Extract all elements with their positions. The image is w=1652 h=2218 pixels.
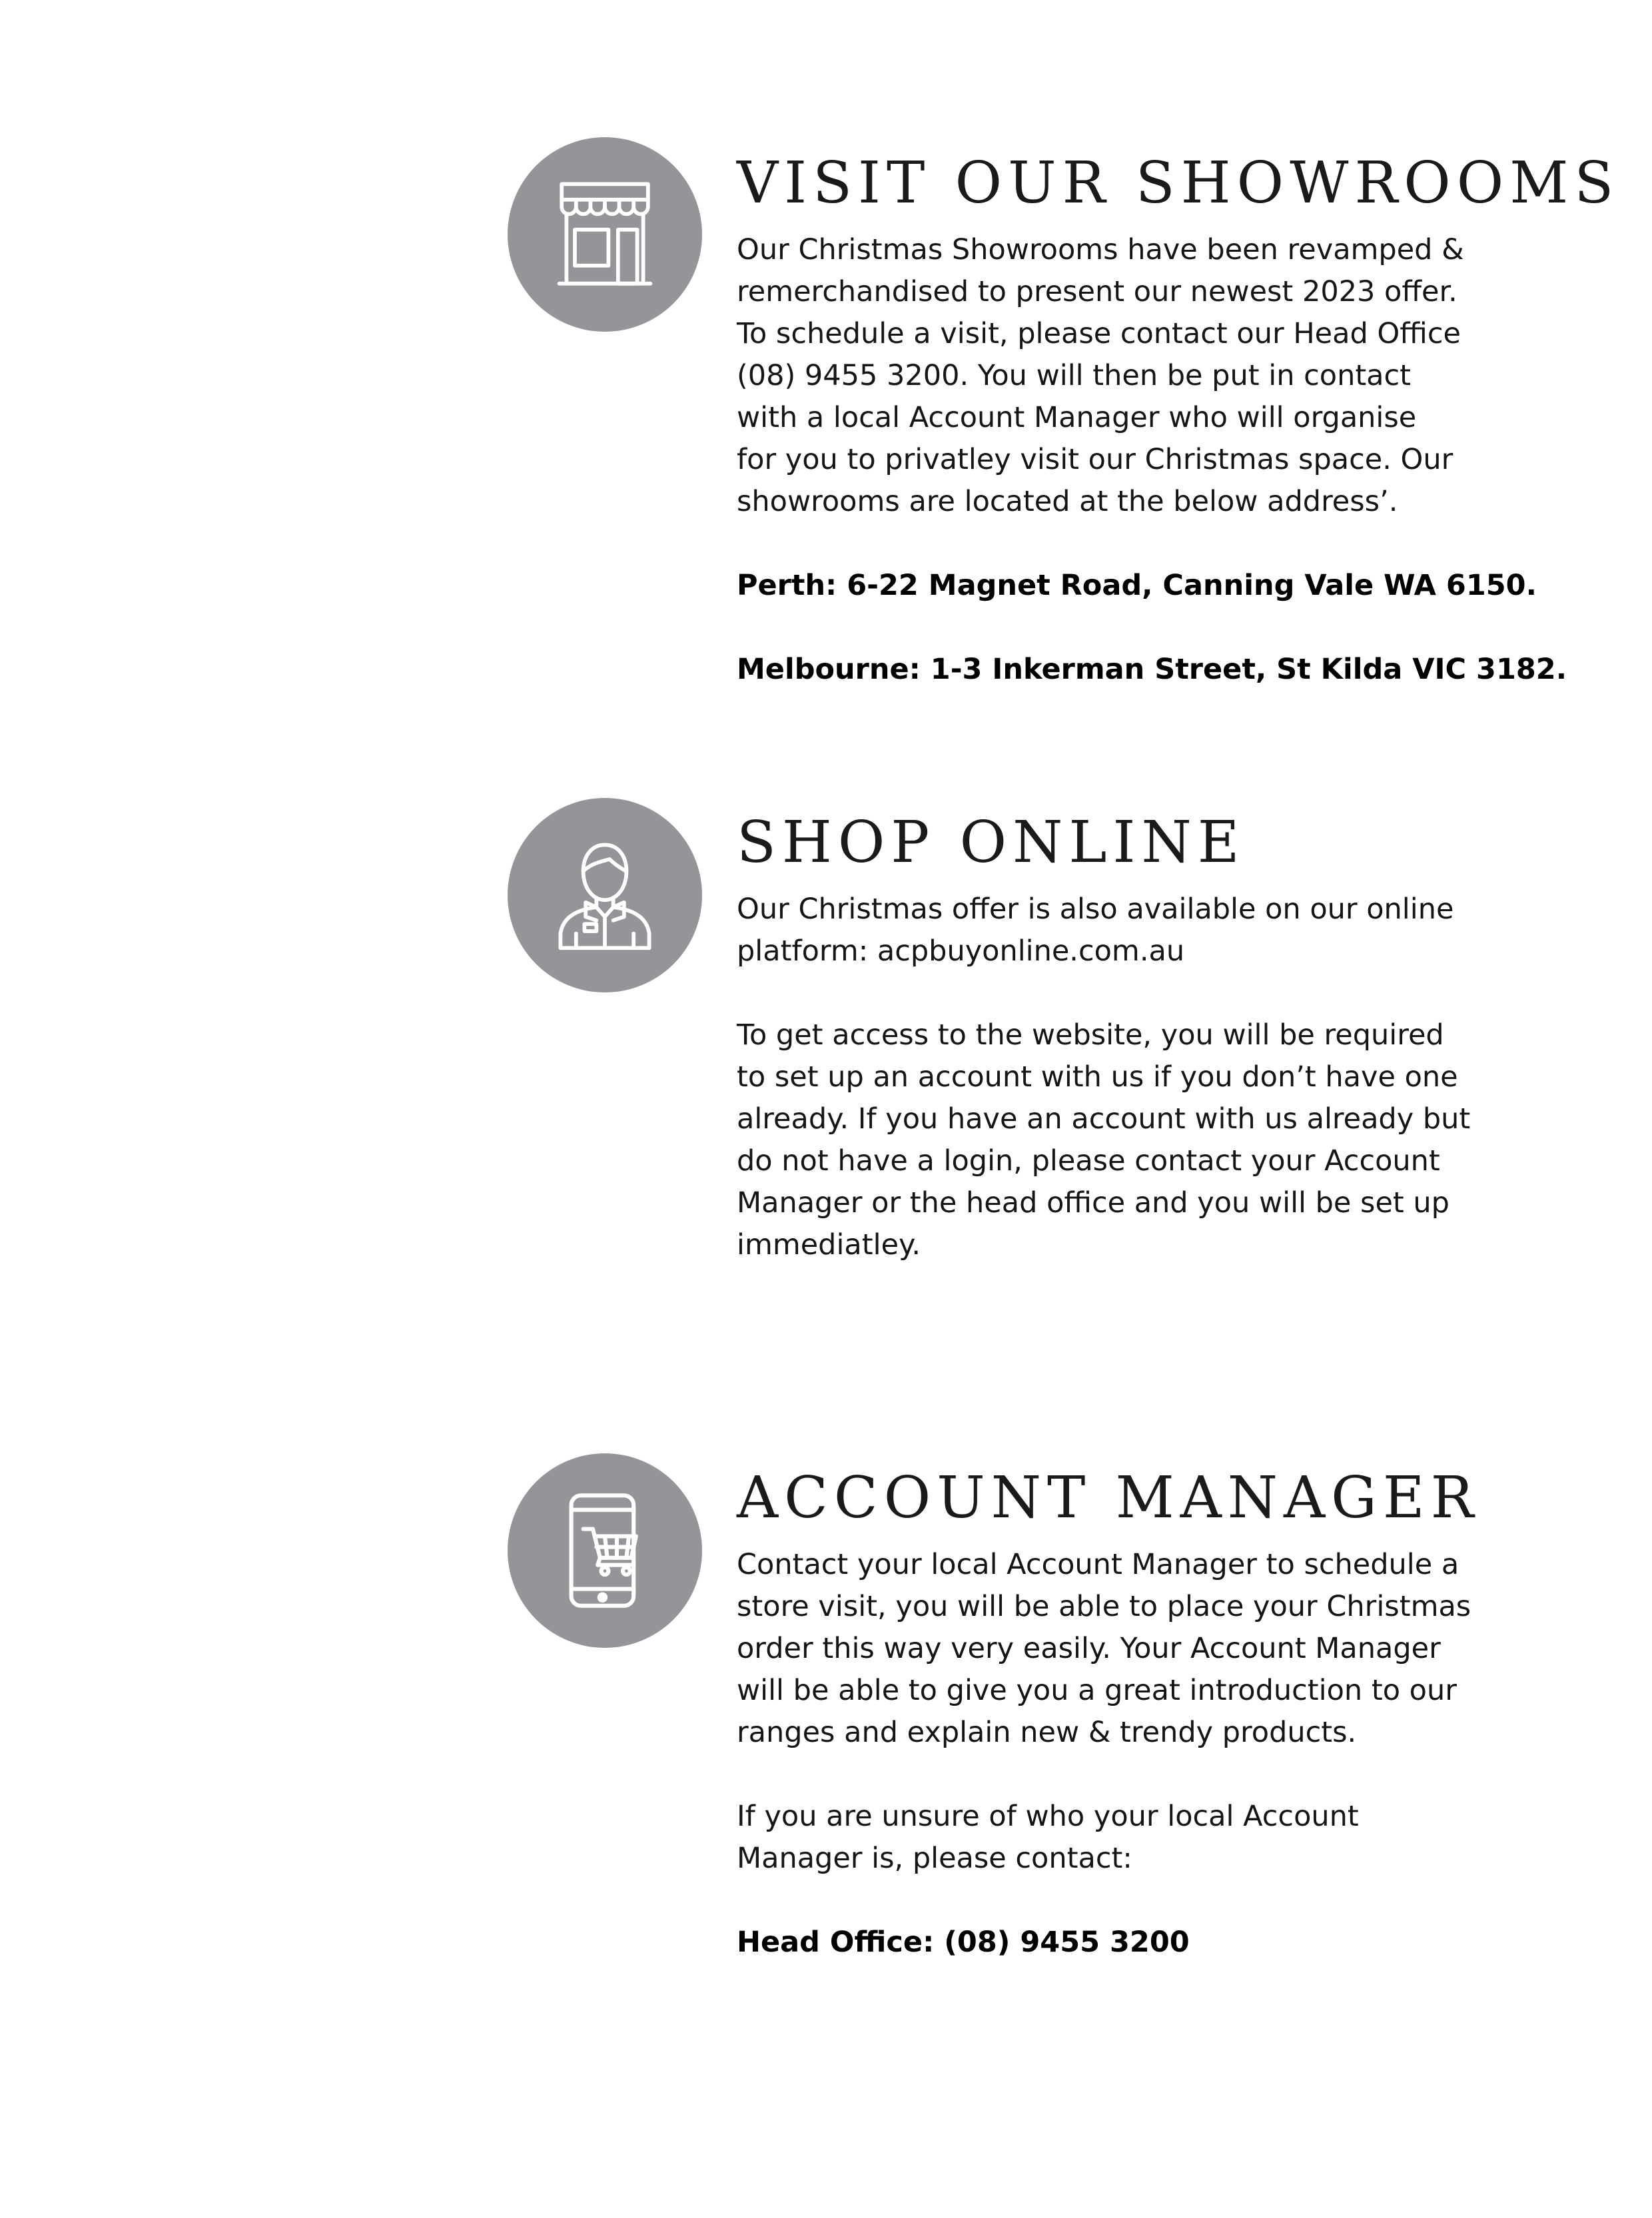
shop-online-text-line: immediatley. <box>737 1228 921 1262</box>
salesperson-icon <box>545 835 665 955</box>
head-office-phone: Head Office: (08) 9455 3200 <box>737 1926 1190 1959</box>
account-manager-text-line: Contact your local Account Manager to schedule a <box>737 1548 1459 1581</box>
shop-online-text-line: to set up an account with us if you don’t have one <box>737 1060 1458 1094</box>
shop-online-content <box>737 809 1603 1266</box>
shop-online-text-line: platform: acpbuyonline.com.au <box>737 934 1185 968</box>
showrooms-content <box>737 150 1620 691</box>
showrooms-text-line: (08) 9455 3200. You will then be put in contact <box>737 359 1412 392</box>
account-manager-text-line: If you are unsure of who your local Account <box>737 1800 1359 1833</box>
showrooms-text-line: for you to privatley visit our Christmas space. Our <box>737 443 1453 476</box>
shop-online-text-line: do not have a login, please contact your Account <box>737 1144 1440 1178</box>
account-manager-text-line: will be able to give you a great introduction to our <box>737 1674 1457 1707</box>
shop-online-text-line: Our Christmas offer is also available on our online <box>737 893 1454 926</box>
salesperson-icon-badge <box>508 798 702 992</box>
mobile-shopping-cart-icon-badge <box>508 1453 702 1648</box>
account-manager-text-line: ranges and explain new & trendy products. <box>737 1716 1357 1749</box>
shop-online-text-line: To get access to the website, you will be required <box>737 1018 1444 1052</box>
showrooms-text-line: To schedule a visit, please contact our Head Office <box>737 317 1461 350</box>
showrooms-text-line: showrooms are located at the below address’. <box>737 485 1398 518</box>
showrooms-heading: VISIT OUR SHOWROOMS <box>737 150 1620 216</box>
melbourne-address: Melbourne: 1-3 Inkerman Street, St Kilda VIC 3182. <box>737 653 1567 686</box>
account-manager-text-line: store visit, you will be able to place your Christmas <box>737 1590 1471 1623</box>
showrooms-text-line: Our Christmas Showrooms have been revamped & <box>737 233 1464 266</box>
account-manager-text-line: Manager is, please contact: <box>737 1842 1132 1875</box>
perth-address: Perth: 6-22 Magnet Road, Canning Vale WA 6150. <box>737 569 1537 602</box>
showrooms-text-line: remerchandised to present our newest 2023 offer. <box>737 275 1457 308</box>
account-manager-heading: ACCOUNT MANAGER <box>737 1465 1480 1531</box>
account-manager-text-line: order this way very easily. Your Account Manager <box>737 1632 1441 1665</box>
shop-online-text-line: Manager or the head office and you will be set up <box>737 1186 1449 1220</box>
showrooms-text-line: with a local Account Manager who will organise <box>737 401 1417 434</box>
storefront-icon <box>545 175 665 294</box>
storefront-icon-badge <box>508 137 702 332</box>
shop-online-text-line: already. If you have an account with us already but <box>737 1102 1471 1136</box>
account-manager-content <box>737 1465 1603 1964</box>
mobile-shopping-cart-icon <box>545 1491 665 1611</box>
shop-online-heading: SHOP ONLINE <box>737 809 1246 876</box>
